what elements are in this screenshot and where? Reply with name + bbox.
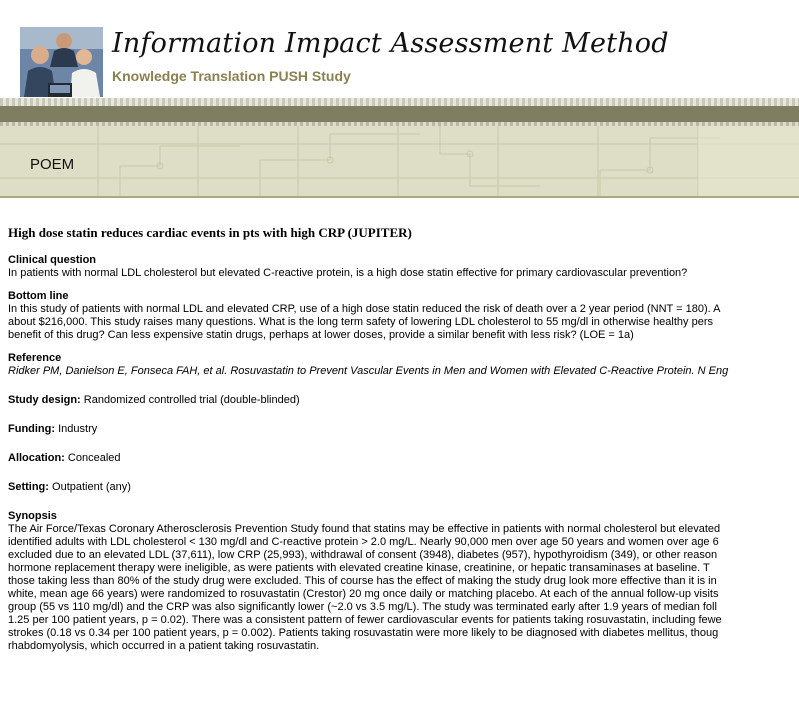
- synopsis-line: The Air Force/Texas Coronary Atherosclerosis Prevention Study found that statins may be effective in patients with normal cholesterol but elevated: [8, 523, 721, 535]
- header-photo: [20, 27, 103, 97]
- bottom-line-text: about $216,000. This study raises many questions. What is the long term safety of lowering LDL cholesterol to 55 mg/dl in otherwise healthy pers: [8, 316, 713, 328]
- synopsis-line: strokes (0.18 vs 0.34 per 100 patient years, p = 0.002). Patients taking rosuvastatin were more likely to be diagnosed with diabetes mellitus, thoug: [8, 627, 719, 639]
- clinical-question-text: In patients with normal LDL cholesterol but elevated C-reactive protein, is a high dose statin effective for primary cardiovascular prevention?: [8, 267, 688, 279]
- study-design-value: Randomized controlled trial (double-blinded): [83, 394, 300, 406]
- field-label: Funding:: [8, 423, 56, 435]
- circuit-pattern: [0, 126, 799, 196]
- article-content: [8, 226, 799, 723]
- header-band: [0, 106, 799, 122]
- synopsis-line: rhabdomyolysis, which occurred in a patient taking rosuvastatin.: [8, 640, 320, 652]
- synopsis-line: identified adults with LDL cholesterol < 130 mg/dl and C-reactive protein > 2.0 mg/L. Nearly 90,000 men over age 50 years and women over age 6: [8, 536, 719, 548]
- header-stripe: [0, 98, 799, 106]
- synopsis-line: white, mean age 66 years) were randomized to rosuvastatin (Crestor) 20 mg once daily or matching placebo. At each of the annual follow-up visits: [8, 588, 719, 600]
- site-header: [0, 0, 799, 98]
- section-banner: [0, 126, 799, 196]
- reference-citation: Ridker PM, Danielson E, Fonseca FAH, et al. Rosuvastatin to Prevent Vascular Events in Men and Women with Elevated C-Reactive Protein. N Eng: [8, 365, 729, 377]
- clinical-question-section: [8, 254, 799, 280]
- section-heading: Clinical question: [8, 254, 97, 266]
- study-design-row: [8, 394, 799, 407]
- site-subtitle: Knowledge Translation PUSH Study: [112, 68, 351, 84]
- synopsis-line: hormone replacement therapy were ineligible, as were patients with elevated creatine kinase, creatinine, or hepatic transaminases at baseline. T: [8, 562, 710, 574]
- synopsis-line: excluded due to an elevated LDL (37,611), low CRP (25,993), withdrawal of consent (3948), diabetes (957), hypothyroidism (349), or other reason: [8, 549, 718, 561]
- section-heading: Synopsis: [8, 510, 57, 522]
- article-title: High dose statin reduces cardiac events in pts with high CRP (JUPITER): [8, 226, 412, 240]
- field-label: Study design:: [8, 394, 81, 406]
- banner-divider: [0, 196, 799, 198]
- funding-value: Industry: [58, 423, 98, 435]
- setting-row: [8, 481, 799, 494]
- funding-row: [8, 423, 799, 436]
- field-label: Allocation:: [8, 452, 65, 464]
- bottom-line-text: benefit of this drug? Can less expensive statin drugs, perhaps at lower doses, provide a similar benefit with less risk? (LOE = 1a): [8, 329, 634, 341]
- section-heading: Reference: [8, 352, 62, 364]
- synopsis-line: group (55 vs 110 mg/dl) and the CRP was also significantly lower (~2.0 vs 3.5 mg/L). The study was terminated early after 1.9 years of median foll: [8, 601, 717, 613]
- section-heading: Bottom line: [8, 290, 69, 302]
- bottom-line-text: In this study of patients with normal LDL and elevated CRP, use of a high dose statin reduced the risk of death over a 2 year period (NNT = 180). A: [8, 303, 721, 315]
- reference-section: [8, 352, 799, 378]
- synopsis-section: [8, 510, 799, 653]
- setting-value: Outpatient (any): [52, 481, 131, 493]
- synopsis-line: those taking less than 80% of the study drug were excluded. This of course has the effect of making the study drug look more effective than it is in: [8, 575, 717, 587]
- synopsis-line: 1.25 per 100 patient years, p = 0.02). There was a consistent pattern of fewer cardiovascular events for patients taking rosuvastatin, including fewe: [8, 614, 722, 626]
- site-title: Information Impact Assessment Method: [112, 28, 669, 59]
- allocation-value: Concealed: [67, 452, 121, 464]
- allocation-row: [8, 452, 799, 465]
- bottom-line-section: [8, 290, 799, 342]
- field-label: Setting:: [8, 481, 49, 493]
- banner-label: POEM: [30, 156, 75, 173]
